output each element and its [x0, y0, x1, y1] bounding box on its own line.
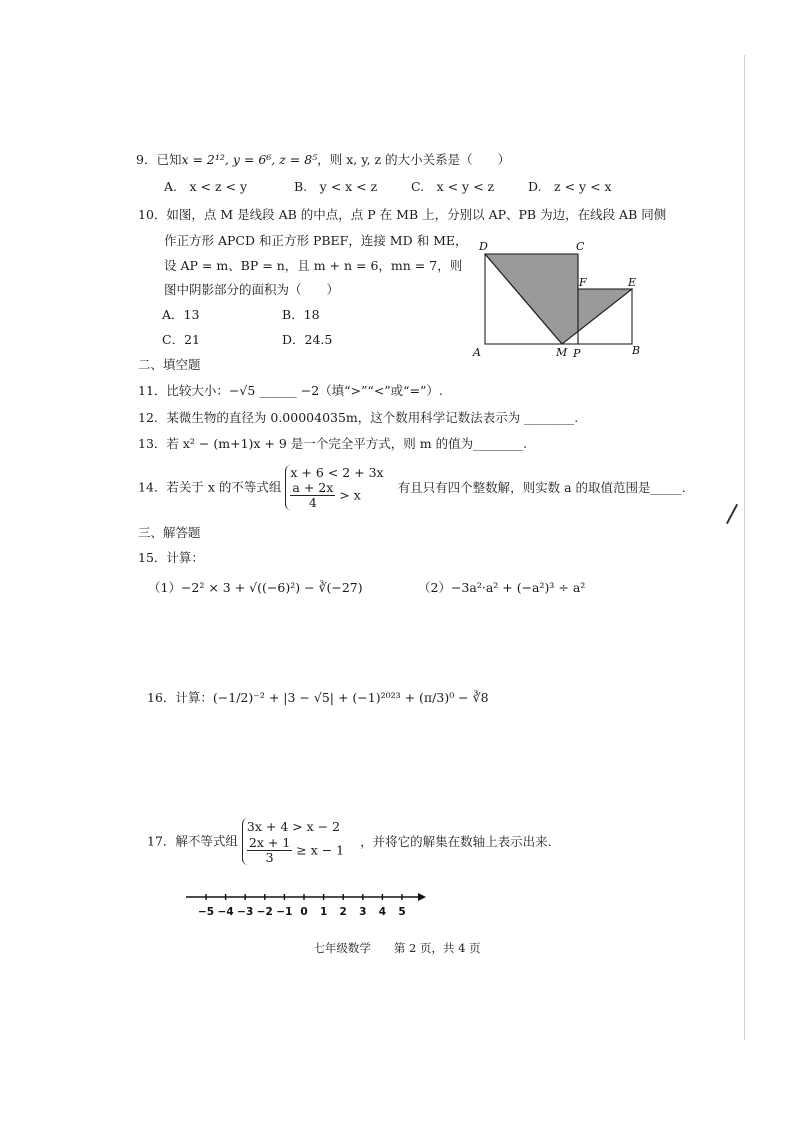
q17-suffix: ，并将它的解集在数轴上表示出来.	[360, 833, 552, 849]
number-line-tick-label: 1	[319, 906, 328, 918]
q17-frac-den: 3	[265, 850, 274, 865]
number-line-tick-label: −1	[276, 906, 293, 918]
number-line	[186, 888, 426, 922]
q10-line1: 10．如图，点 M 是线段 AB 的中点，点 P 在 MB 上，分别以 AP、PB 为边，在线段 AB 同侧	[138, 207, 667, 222]
q17-ineq2	[247, 836, 344, 865]
q9-option-d: D. z < y < x	[528, 179, 612, 194]
q17-ineq2-tail: ≥ x − 1	[296, 842, 345, 858]
number-line-labels	[198, 906, 406, 918]
number-line-tick-label: 5	[398, 906, 406, 918]
q14-ineq1: x + 6 < 2 + 3x	[290, 465, 384, 480]
q10-line4: 图中阴影部分的面积为（ ）	[164, 282, 340, 297]
q14-ineq2-tail: > x	[339, 487, 361, 503]
page-footer: 七年级数学 第 2 页，共 4 页	[313, 941, 481, 955]
q9-prefix: 9．已知	[136, 152, 182, 167]
number-line-tick-label: −5	[197, 906, 215, 918]
number-line-tick-label: 0	[300, 906, 308, 918]
q11: 11．比较大小：−√5 ______ −2（填“>”“<”或“=”）.	[138, 383, 443, 398]
number-line-tick-label: 2	[339, 906, 347, 918]
q13: 13．若 x² − (m+1)x + 9 是一个完全平方式，则 m 的值为________.	[138, 436, 528, 451]
number-line-tick-label: −4	[217, 906, 234, 918]
section-solve-title: 三、解答题	[138, 525, 201, 540]
q17-frac-num: 2x + 1	[248, 835, 291, 850]
q9-option-c: C. x < y < z	[411, 179, 495, 194]
label-f: F	[579, 276, 587, 289]
number-line-tick-label: −2	[256, 906, 273, 918]
q15-title: 15．计算：	[138, 550, 204, 565]
q9-suffix: ，则 x, y, z 的大小关系是（ ）	[317, 152, 511, 167]
q10-line3: 设 AP = m、BP = n，且 m + n = 6，mn = 7，则	[164, 258, 463, 273]
label-c: C	[576, 240, 585, 253]
q17-fraction	[247, 836, 292, 865]
q14-suffix: 有且只有四个整数解，则实数 a 的取值范围是_____.	[397, 479, 686, 495]
q9-option-a: A. x < z < y	[164, 179, 248, 194]
label-b: B	[632, 344, 641, 357]
q12: 12．某微生物的直径为 0.00004035m，这个数用科学记数法表示为 ________.	[138, 410, 579, 425]
q14-ineq2	[290, 481, 383, 510]
q14	[138, 465, 686, 510]
q10-option-d: D．24.5	[282, 332, 333, 347]
label-e: E	[628, 276, 637, 289]
q9-option-b: B. y < x < z	[294, 179, 378, 194]
number-line-tick-label: −3	[237, 906, 254, 918]
q14-prefix: 14．若关于 x 的不等式组	[138, 479, 282, 495]
q16-expr: (−1/2)⁻² + |3 − √5| + (−1)²⁰²³ + (π/3)⁰ − ∛8	[212, 690, 489, 705]
section-fill-in-title: 二、填空题	[138, 357, 201, 372]
q14-frac-num: a + 2x	[292, 480, 334, 495]
q16	[147, 690, 489, 706]
q10-line2: 作正方形 APCD 和正方形 PBEF，连接 MD 和 ME，	[164, 233, 468, 248]
shaded-region	[485, 254, 632, 344]
q14-frac-den: 4	[308, 495, 317, 510]
q10-option-a: A．13	[162, 307, 200, 322]
q14-fraction	[290, 481, 335, 510]
q17	[147, 818, 552, 865]
q10-option-c: C．21	[162, 332, 200, 347]
q17-inequality-system	[242, 818, 344, 865]
label-d: D	[479, 240, 488, 253]
q9-stem	[136, 152, 510, 168]
q16-prefix: 16．计算：	[147, 690, 213, 705]
q14-inequality-system	[285, 465, 383, 510]
number-line-tick-label: 4	[378, 906, 387, 918]
q9-expr: x = 2¹², y = 6⁶, z = 8⁵	[181, 152, 318, 167]
q17-prefix: 17．解不等式组	[147, 833, 238, 849]
q17-ineq1: 3x + 4 > x − 2	[246, 819, 341, 834]
label-a: A	[473, 346, 481, 359]
number-line-arrow	[418, 893, 426, 901]
q10-geometry-figure	[470, 236, 650, 364]
number-line-tick-label: 3	[359, 906, 367, 918]
label-p: P	[573, 347, 581, 360]
q10-option-b: B．18	[282, 307, 320, 322]
page-edge-line	[744, 55, 745, 1040]
q15-part1: （1）−2² × 3 + √((−6)²) − ∛(−27)	[148, 580, 363, 595]
label-m: M	[556, 346, 568, 359]
pencil-mark	[726, 504, 738, 524]
q15-part2: （2）−3a²·a² + (−a²)³ ÷ a²	[418, 580, 586, 595]
